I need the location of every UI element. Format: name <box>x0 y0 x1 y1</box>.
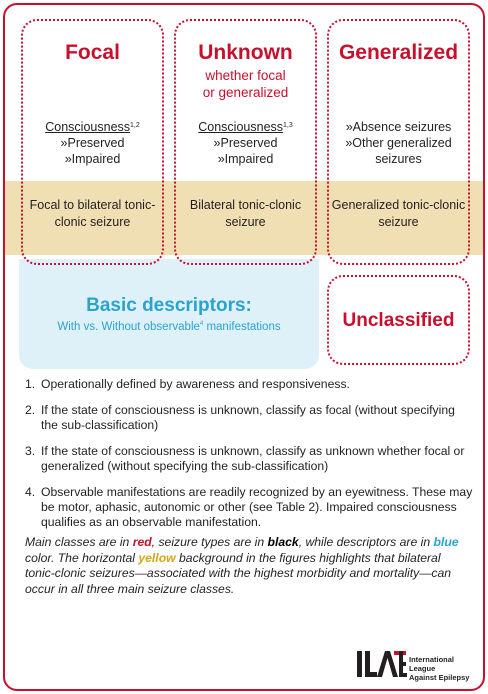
footnote-item <box>25 403 473 433</box>
color-legend-text <box>25 535 471 597</box>
footnote-number: 4. <box>25 485 36 499</box>
legend-text-part: Main classes are in <box>25 535 133 549</box>
unclassified-label: Unclassified <box>342 310 455 331</box>
unknown-consciousness-heading: Consciousness <box>198 120 284 134</box>
generalized-type-other-cont: seizures <box>375 152 422 166</box>
unknown-seizure-types <box>176 119 315 167</box>
basic-descriptors-footnote: 4 <box>199 321 204 327</box>
generalized-title: Generalized <box>338 41 459 64</box>
footnote-text: If the state of consciousness is unknown, classify as unknown whether focal or generalized (without specifying the sub-classification) <box>41 444 465 473</box>
footnote-number: 3. <box>25 444 36 458</box>
basic-descriptors-subtitle-post: manifestations <box>203 321 281 333</box>
footnotes-list <box>25 377 473 541</box>
legend-blue-word: blue <box>433 535 459 549</box>
ilae-logo-line2: Against Epilepsy <box>409 673 470 682</box>
generalized-type-other: »Other generalized <box>345 136 452 150</box>
generalized-class-box <box>327 19 470 265</box>
footnote-text: If the state of consciousness is unknown, classify as focal (without specifying the sub-classification) <box>41 403 455 432</box>
footnote-text: Operationally defined by awareness and responsiveness. <box>41 377 350 391</box>
unknown-subtitle <box>176 67 315 101</box>
unknown-class-box <box>174 19 317 265</box>
legend-yellow-word: yellow <box>138 550 176 565</box>
footnote-item <box>25 485 473 530</box>
focal-bilateral-seizure: Focal to bilateral tonic-clonic seizure <box>29 198 156 229</box>
ilae-logo-text <box>409 655 473 682</box>
legend-text-part: , while descriptors are in <box>298 535 434 549</box>
focal-title: Focal <box>65 41 120 64</box>
unknown-title: Unknown <box>198 41 293 64</box>
legend-text-part: , seizure types are in <box>151 535 268 549</box>
focal-class-box <box>21 19 164 265</box>
figure-frame <box>3 3 485 691</box>
basic-descriptors-subtitle <box>19 321 319 333</box>
footnote-number: 1. <box>25 377 36 391</box>
basic-descriptors-title: Basic descriptors: <box>86 295 252 316</box>
footnote-item <box>25 444 473 474</box>
ilae-logo-mark <box>355 645 407 681</box>
ilae-logo <box>355 645 473 681</box>
focal-seizure-types <box>23 119 162 167</box>
focal-type-impaired: »Impaired <box>64 152 121 166</box>
unknown-subtitle-line1: whether focal <box>205 68 286 83</box>
footnote-item <box>25 377 473 392</box>
generalized-seizure-types <box>329 119 468 167</box>
unknown-bilateral-seizure: Bilateral tonic-clonic seizure <box>189 198 302 229</box>
footnote-text: Observable manifestations are readily recognized by an eyewitness. These may be motor, aphasic, autonomic or other (see Table 2). Impaired consciousness qualifies as an observable manifestation. <box>41 485 473 529</box>
legend-red-word: red <box>132 535 152 549</box>
unknown-consciousness-footnote: 1,3 <box>283 122 293 129</box>
legend-text-part: color. The horizontal <box>25 550 139 565</box>
basic-descriptors-subtitle-pre: With vs. Without observable <box>57 321 200 333</box>
ilae-logo-line1: International League <box>409 655 455 673</box>
focal-type-preserved: »Preserved <box>60 136 125 150</box>
generalized-bilateral-seizure: Generalized tonic-clonic seizure <box>331 198 466 229</box>
unclassified-box <box>327 275 470 365</box>
footnote-number: 2. <box>25 403 36 417</box>
unknown-type-impaired: »Impaired <box>217 152 274 166</box>
unknown-subtitle-line2: or generalized <box>202 85 289 100</box>
generalized-type-absence: »Absence seizures <box>345 120 452 134</box>
legend-black-word: black <box>267 535 299 549</box>
legend-text-part: background in the figures highlights that bilateral tonic-clonic seizures—associated with the highest morbidity and mortality—can occur in all three main seizure classes. <box>25 550 452 596</box>
focal-consciousness-footnote: 1,2 <box>130 122 140 129</box>
focal-consciousness-heading: Consciousness <box>45 120 131 134</box>
unknown-type-preserved: »Preserved <box>213 136 278 150</box>
